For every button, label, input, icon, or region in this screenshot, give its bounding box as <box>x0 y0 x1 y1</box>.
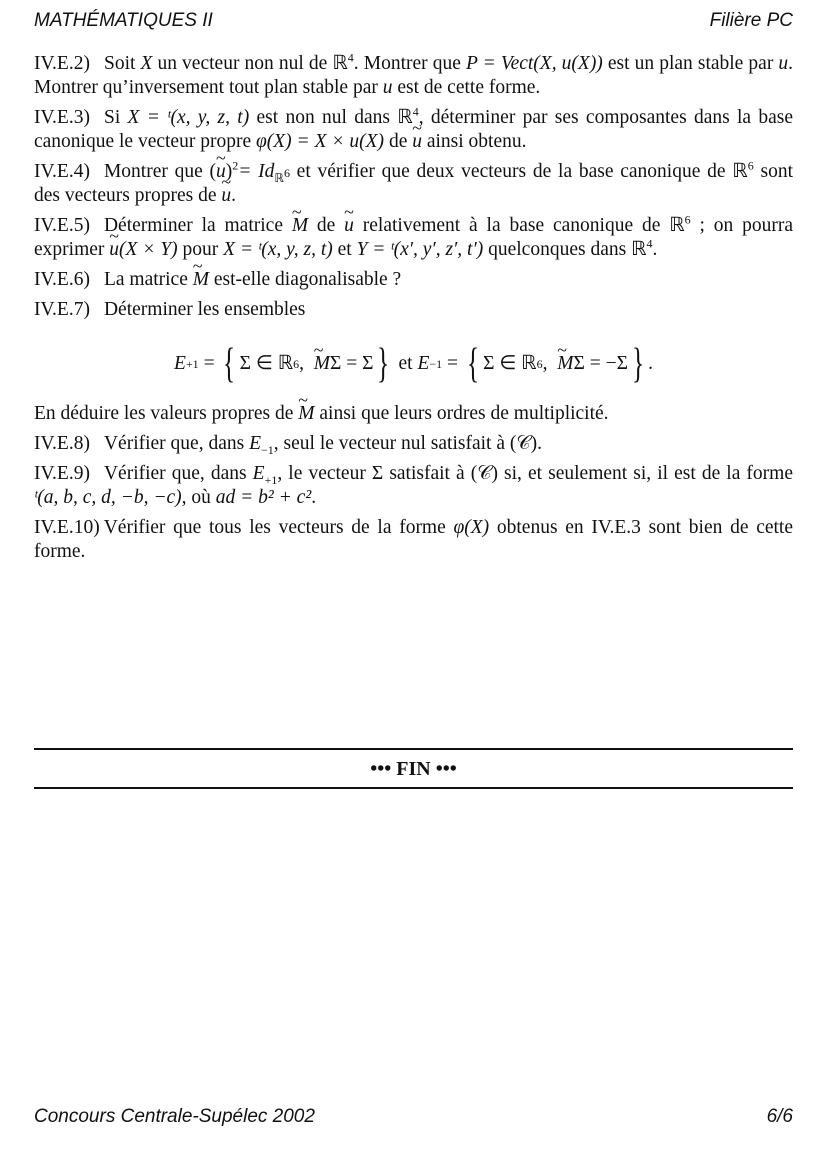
footer-right: 6/6 <box>766 1106 793 1127</box>
question-ive7-followup: En déduire les valeurs propres de ~ M ainsi que leurs ordres de multiplicité. <box>34 402 793 426</box>
question-ive6: IV.E.6) La matrice ~ M est-elle diagonalisable ? <box>34 268 793 292</box>
footer-left: Concours Centrale-Supélec 2002 <box>34 1106 315 1127</box>
header-left: MATHÉMATIQUES II <box>34 10 213 31</box>
question-ive8: IV.E.8) Vérifier que, dans $E_{-1}$, seul le vecteur nul satisfait à (𝒞). <box>34 433 542 457</box>
question-ive5: IV.E.5) Déterminer la matrice ~ M de ~ u relativement à la base canonique de ℝ$^6$ ; on pourra exprimer ~ u(X × Y) pour X = ᵗ(x, y, z, t) et Y = ᵗ(x′, y′, z′, t′) quelconques dans ℝ$^4$. <box>34 214 793 262</box>
question-ive2: IV.E.2) Soit X un vecteur non nul de ℝ$^4$. Montrer que P = Vect(X, u(X)) est un plan stable par u. Montrer qu’inversement tout plan stable par u est de cette forme. <box>34 50 794 98</box>
header-right: Filière PC <box>709 10 793 31</box>
question-ive10: IV.E.10) Vérifier que tous les vecteurs de la forme φ(X) obtenus en IV.E.3 sont bien de cette forme. <box>34 517 793 562</box>
question-ive3: IV.E.3) Si X = ᵗ(x, y, z, t) est non nul dans ℝ$^4$, déterminer par ses composantes dans la base canonique le vecteur propre φ(X) = X × u(X) de ~ u ainsi obtenu. <box>34 106 793 154</box>
top-rule <box>34 748 793 750</box>
end-marker: ••• FIN ••• <box>370 758 457 780</box>
bottom-rule <box>34 787 793 789</box>
question-ive4: IV.E.4) Montrer que (~ $u)^2= Id_{ℝ^6}$ et vérifier que deux vecteurs de la base canonique de ℝ$^6$ sont des vecteurs propres de ~ u. <box>34 160 793 208</box>
question-ive7: IV.E.7) Déterminer les ensembles <box>34 299 306 320</box>
document-body <box>34 52 793 570</box>
sets-display: E +1 = { Σ ∈ ℝ 6 , ~ M Σ = Σ } et E −1 = { Σ ∈ ℝ 6 , ~ M Σ = −Σ } . <box>34 336 793 392</box>
question-ive9: IV.E.9) Vérifier que, dans $E_{+1}$, le vecteur Σ satisfait à (𝒞) si, et seulement si, il est de la forme ᵗ(a, b, c, d, −b, −c), où ad = b² + c². <box>34 463 793 508</box>
